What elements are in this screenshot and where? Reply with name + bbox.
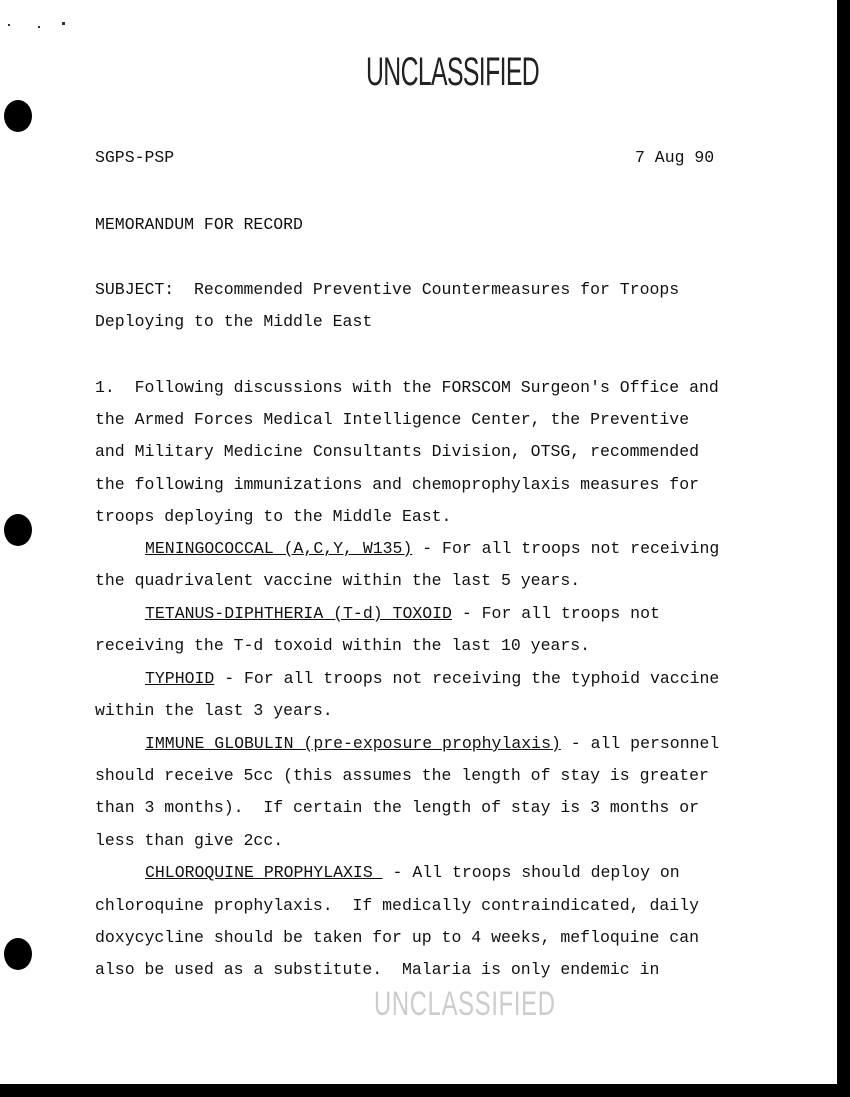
subject-line-2: Deploying to the Middle East	[95, 312, 373, 331]
para1-line: 1. Following discussions with the FORSCOM Surgeon's Office and	[95, 378, 719, 397]
punch-hole	[4, 938, 32, 970]
subject-label: SUBJECT:	[95, 280, 175, 299]
para1-line: the Armed Forces Medical Intelligence Center, the Preventive	[95, 410, 690, 429]
item-heading: MENINGOCOCCAL (A,C,Y, W135)	[145, 539, 413, 558]
item-meningococcal	[145, 539, 719, 559]
scan-speck	[62, 22, 65, 25]
punch-hole	[4, 100, 32, 132]
classification-stamp-bottom: UNCLASSIFIED	[374, 985, 556, 1023]
item-line: chloroquine prophylaxis. If medically contraindicated, daily	[95, 896, 699, 915]
item-heading: IMMUNE GLOBULIN (pre-exposure prophylaxis)	[145, 734, 561, 753]
item-line: receiving the T-d toxoid within the last 10 years.	[95, 636, 591, 655]
item-line: than 3 months). If certain the length of stay is 3 months or	[95, 798, 699, 817]
punch-hole	[4, 514, 32, 546]
item-line: should receive 5cc (this assumes the length of stay is greater	[95, 766, 709, 785]
item-text: - All troops should deploy on	[382, 863, 680, 882]
para1-line: the following immunizations and chemoprophylaxis measures for	[95, 475, 699, 494]
subject-line-1	[95, 280, 679, 300]
subject-text: Recommended Preventive Countermeasures for Troops	[174, 280, 680, 299]
item-line: the quadrivalent vaccine within the last 5 years.	[95, 571, 581, 590]
scan-edge-right	[837, 0, 850, 1097]
item-tetanus	[145, 604, 660, 624]
memo-title: MEMORANDUM FOR RECORD	[95, 215, 303, 234]
para1-line: and Military Medicine Consultants Division, OTSG, recommended	[95, 442, 699, 461]
item-heading: TETANUS-DIPHTHERIA (T-d) TOXOID	[145, 604, 452, 623]
office-symbol: SGPS-PSP	[95, 148, 175, 167]
item-line: also be used as a substitute. Malaria is only endemic in	[95, 960, 660, 979]
item-immune-globulin	[145, 734, 719, 754]
classification-stamp-top: UNCLASSIFIED	[366, 50, 540, 94]
item-typhoid	[145, 669, 719, 689]
item-line: less than give 2cc.	[95, 831, 284, 850]
scan-edge-bottom	[0, 1084, 850, 1097]
item-text: - For all troops not	[451, 604, 660, 623]
item-heading: TYPHOID	[145, 669, 215, 688]
item-text: - For all troops not receiving	[412, 539, 720, 558]
scan-speck	[38, 26, 40, 28]
item-text: - all personnel	[560, 734, 720, 753]
item-line: within the last 3 years.	[95, 701, 333, 720]
scan-speck	[8, 24, 10, 26]
memo-date: 7 Aug 90	[635, 148, 715, 167]
item-text: - For all troops not receiving the typhoid vaccine	[214, 669, 720, 688]
item-line: doxycycline should be taken for up to 4 weeks, mefloquine can	[95, 928, 699, 947]
item-chloroquine	[145, 863, 680, 883]
para1-line: troops deploying to the Middle East.	[95, 507, 452, 526]
item-heading: CHLOROQUINE PROPHYLAXIS	[145, 863, 383, 882]
